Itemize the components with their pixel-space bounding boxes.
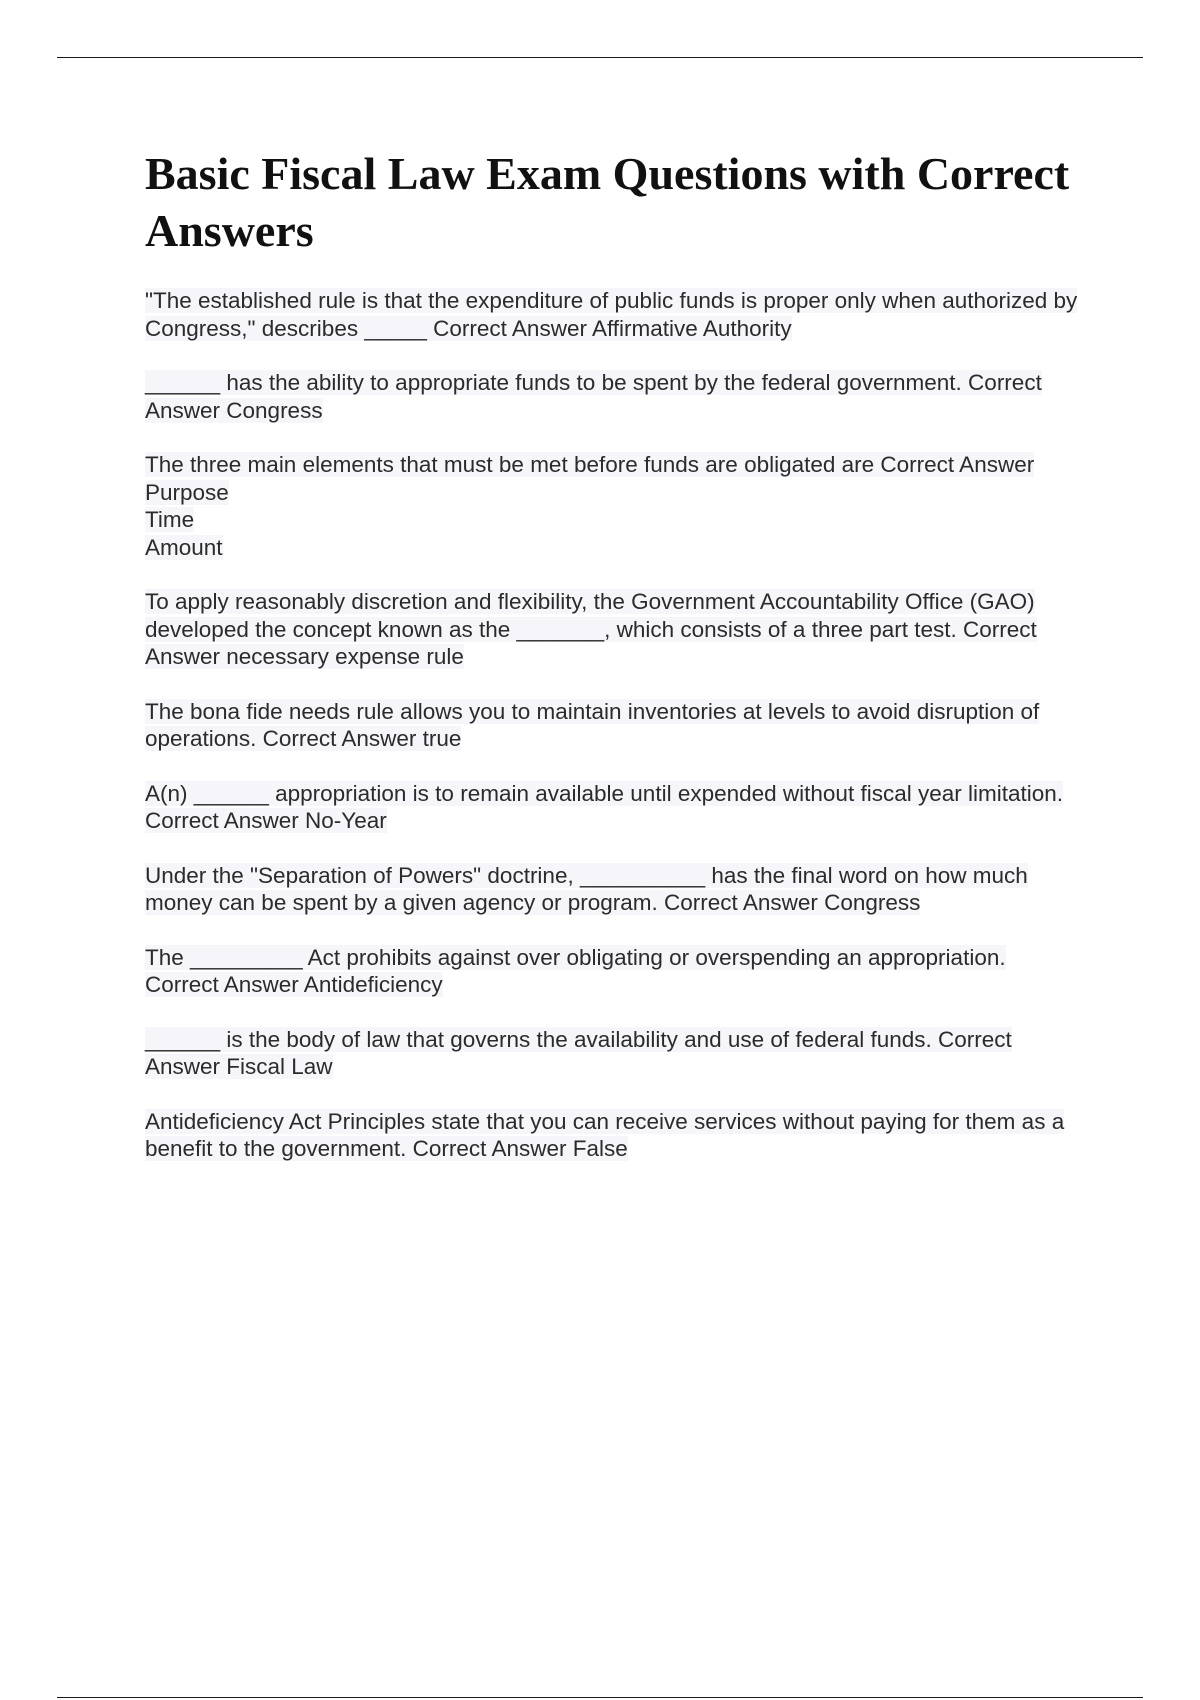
qa-text: A(n) ______ appropriation is to remain available until expended without fiscal year limitation. Correct Answer No-Year xyxy=(145,780,1064,833)
qa-item xyxy=(145,287,1085,342)
qa-text: Under the "Separation of Powers" doctrine, __________ has the final word on how much money can be spent by a given agency or program. Correct Answer Congress xyxy=(145,862,1028,915)
qa-item xyxy=(145,862,1085,917)
qa-text: Antideficiency Act Principles state that you can receive services without paying for them as a benefit to the government. Correct Answer False xyxy=(145,1108,1065,1161)
qa-item xyxy=(145,369,1085,424)
qa-item xyxy=(145,1108,1085,1163)
bottom-rule xyxy=(57,1697,1143,1698)
qa-text: ______ is the body of law that governs the availability and use of federal funds. Correct Answer Fiscal Law xyxy=(145,1026,1012,1079)
qa-item xyxy=(145,451,1085,561)
qa-item xyxy=(145,588,1085,671)
qa-item xyxy=(145,780,1085,835)
qa-text: The bona fide needs rule allows you to maintain inventories at levels to avoid disruption of operations. Correct Answer true xyxy=(145,698,1040,751)
qa-item xyxy=(145,944,1085,999)
qa-text: "The established rule is that the expenditure of public funds is proper only when authorized by Congress," describes _____ Correct Answer Affirmative Authority xyxy=(145,288,1078,341)
page-title: Basic Fiscal Law Exam Questions with Correct Answers xyxy=(145,148,1070,256)
top-rule xyxy=(57,57,1143,58)
qa-text: The three main elements that must be met before funds are obligated are Correct Answer Purpose Time Amount xyxy=(145,452,1035,560)
qa-text: To apply reasonably discretion and flexibility, the Government Accountability Office (GAO) developed the concept known as the _______, which consists of a three part test. Correct Answer necessary expense rule xyxy=(145,589,1037,669)
qa-item xyxy=(145,698,1085,753)
qa-text: ______ has the ability to appropriate funds to be spent by the federal government. Correct Answer Congress xyxy=(145,370,1042,423)
document-body xyxy=(145,145,1085,1190)
qa-text: The _________ Act prohibits against over obligating or overspending an appropriation. Correct Answer Antideficiency xyxy=(145,944,1006,997)
qa-item xyxy=(145,1026,1085,1081)
